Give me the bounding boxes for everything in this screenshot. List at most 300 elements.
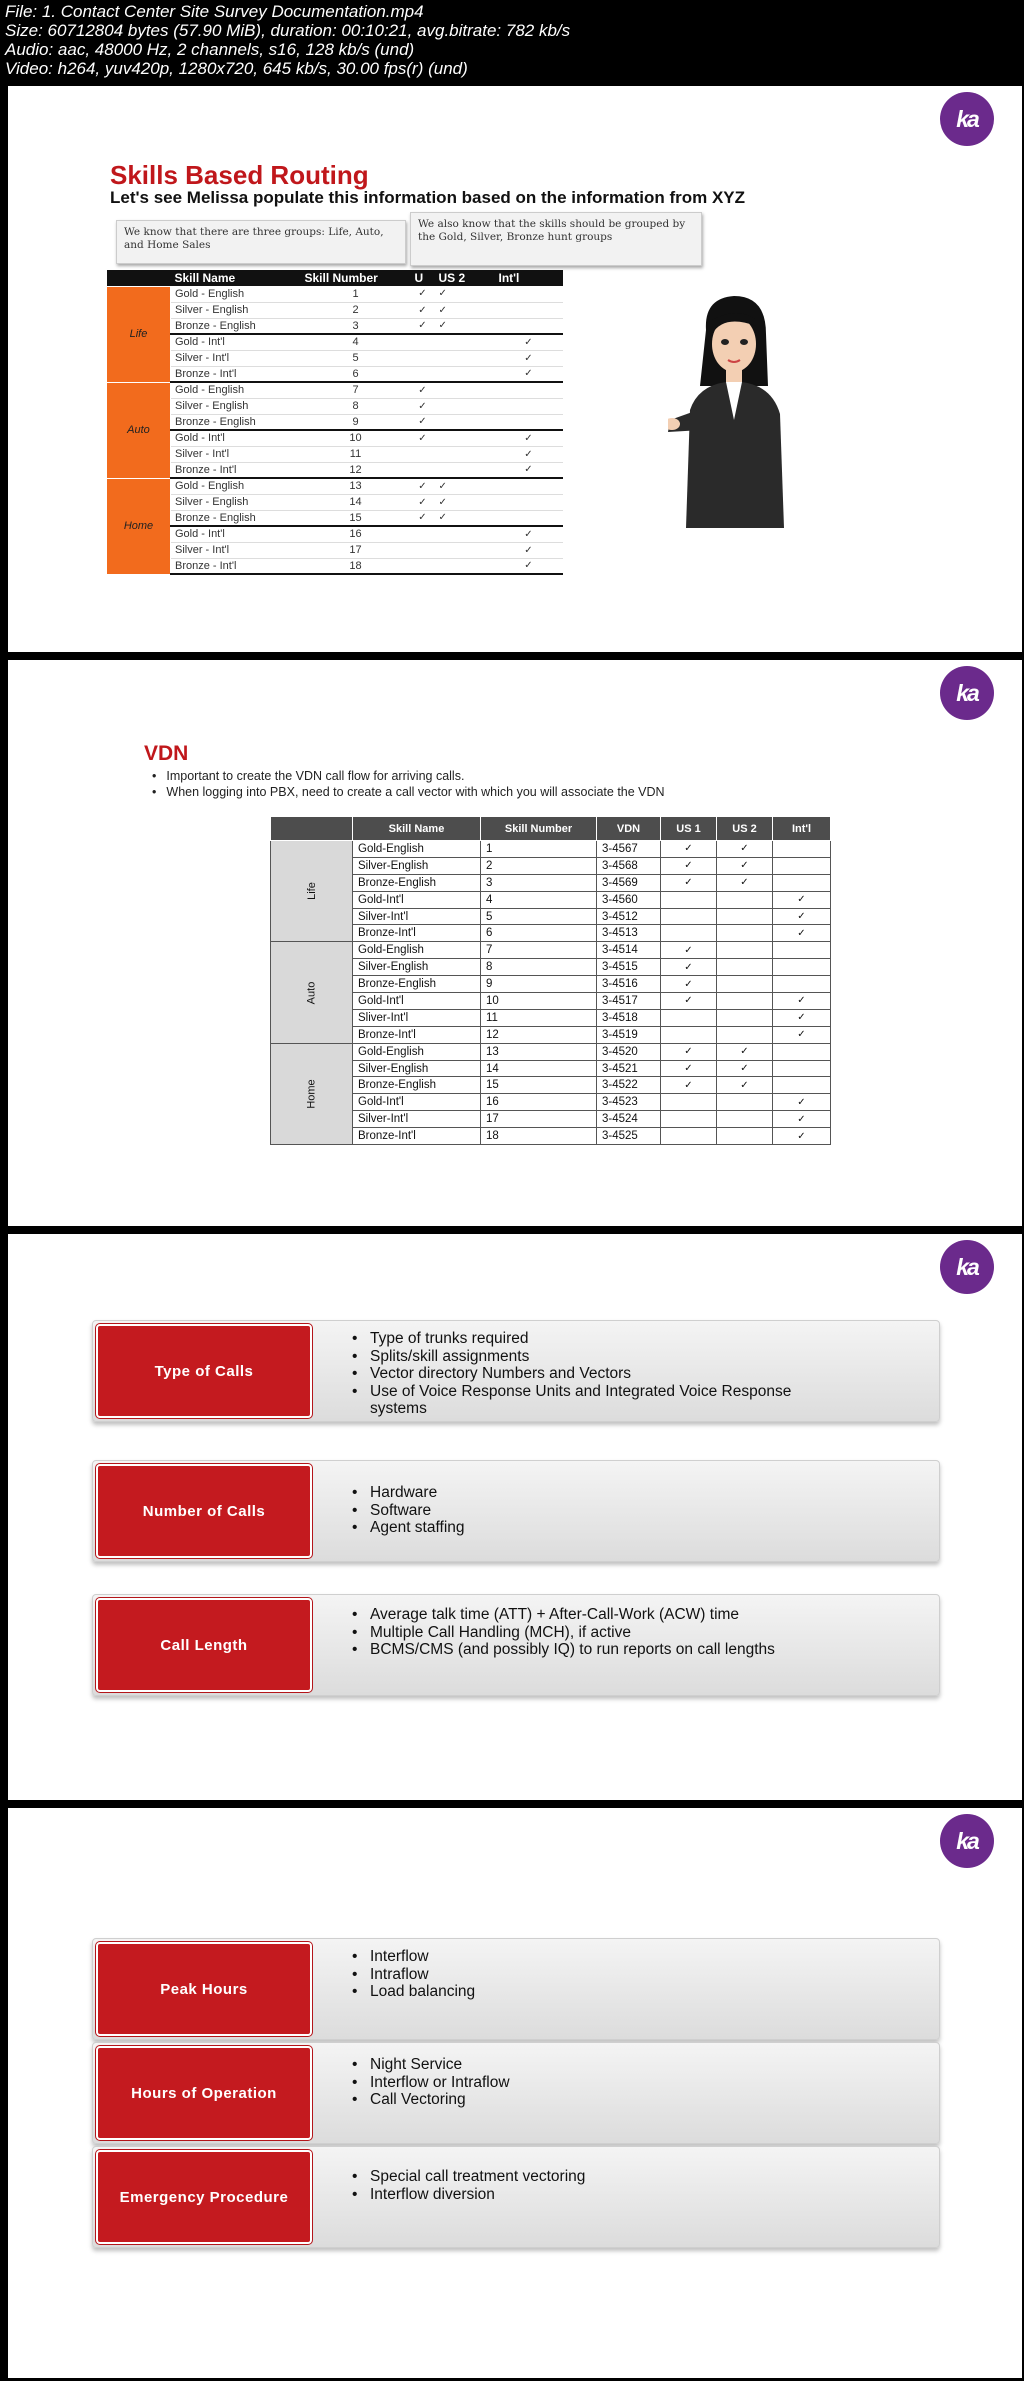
check-cell bbox=[495, 302, 563, 318]
column-header: Skill Number bbox=[301, 270, 411, 286]
table-row bbox=[107, 494, 563, 510]
table-row bbox=[271, 1009, 831, 1026]
bullet-item: • Special call treatment vectoring bbox=[350, 2168, 585, 2186]
group-cell bbox=[271, 942, 353, 1043]
check-cell: ✓ bbox=[661, 959, 717, 976]
group-label: Home bbox=[305, 1079, 318, 1109]
check-cell: ✓ bbox=[773, 1111, 831, 1128]
check-cell: ✓ bbox=[773, 1026, 831, 1043]
bullet-list bbox=[350, 1330, 840, 1418]
info-bar bbox=[92, 1460, 940, 1562]
skill-name: Silver-Int'l bbox=[353, 1111, 481, 1128]
skill-name: Bronze - Int'l bbox=[171, 462, 301, 478]
table-row bbox=[107, 462, 563, 478]
skill-name: Bronze - English bbox=[171, 510, 301, 526]
skill-number: 13 bbox=[481, 1043, 597, 1060]
skill-name: Gold - Int'l bbox=[171, 430, 301, 446]
slide-skills-based-routing bbox=[8, 86, 1022, 652]
skill-name: Gold-Int'l bbox=[353, 1094, 481, 1111]
bullet-item: • Software bbox=[350, 1502, 465, 1520]
column-header: US 2 bbox=[435, 270, 495, 286]
skill-number: 1 bbox=[301, 286, 411, 302]
group-label: Life bbox=[107, 286, 171, 382]
check-cell bbox=[495, 478, 563, 494]
column-header: Int'l bbox=[773, 817, 831, 841]
skill-number: 10 bbox=[301, 430, 411, 446]
table-row bbox=[271, 874, 831, 891]
check-cell bbox=[435, 350, 495, 366]
skill-number: 15 bbox=[301, 510, 411, 526]
check-cell bbox=[435, 462, 495, 478]
vdn-number: 3-4569 bbox=[597, 874, 661, 891]
bullet-item: • Call Vectoring bbox=[350, 2091, 510, 2109]
check-cell bbox=[411, 446, 435, 462]
bullet-list bbox=[350, 2056, 510, 2109]
skill-number: 1 bbox=[481, 841, 597, 858]
check-cell: ✓ bbox=[495, 350, 563, 366]
skill-number: 11 bbox=[301, 446, 411, 462]
table-row bbox=[271, 1060, 831, 1077]
info-bar bbox=[92, 2146, 940, 2248]
check-cell: ✓ bbox=[661, 857, 717, 874]
skill-name: Bronze - Int'l bbox=[171, 558, 301, 574]
skill-number: 14 bbox=[481, 1060, 597, 1077]
bullet-item: • Important to create the VDN call flow for arriving calls. bbox=[152, 768, 665, 784]
skill-name: Bronze-English bbox=[353, 1077, 481, 1094]
check-cell bbox=[773, 1043, 831, 1060]
logo: ka bbox=[940, 92, 994, 146]
check-cell bbox=[435, 366, 495, 382]
column-header bbox=[271, 817, 353, 841]
presenter-avatar-icon bbox=[668, 290, 798, 528]
check-cell: ✓ bbox=[773, 1128, 831, 1145]
check-cell: ✓ bbox=[411, 382, 435, 398]
check-cell: ✓ bbox=[495, 334, 563, 350]
skill-number: 8 bbox=[481, 959, 597, 976]
check-cell: ✓ bbox=[717, 841, 773, 858]
check-cell bbox=[435, 526, 495, 542]
check-cell: ✓ bbox=[661, 942, 717, 959]
skill-name: Silver-English bbox=[353, 1060, 481, 1077]
check-cell bbox=[773, 959, 831, 976]
check-cell: ✓ bbox=[495, 542, 563, 558]
table-row bbox=[271, 976, 831, 993]
check-cell bbox=[717, 1026, 773, 1043]
check-cell bbox=[495, 286, 563, 302]
check-cell bbox=[411, 558, 435, 574]
check-cell: ✓ bbox=[495, 366, 563, 382]
check-cell: ✓ bbox=[495, 526, 563, 542]
info-bar bbox=[92, 2042, 940, 2144]
skill-name: Silver - English bbox=[171, 398, 301, 414]
check-cell: ✓ bbox=[717, 874, 773, 891]
skill-name: Gold-Int'l bbox=[353, 993, 481, 1010]
column-header: U bbox=[411, 270, 435, 286]
vdn-number: 3-4517 bbox=[597, 993, 661, 1010]
bullet-list bbox=[350, 1606, 775, 1659]
check-cell: ✓ bbox=[495, 446, 563, 462]
check-cell: ✓ bbox=[411, 430, 435, 446]
info-bar bbox=[92, 1320, 940, 1422]
vdn-table bbox=[270, 816, 831, 1145]
file-info-line: File: 1. Contact Center Site Survey Documentation.mp4 bbox=[5, 2, 424, 21]
table-row bbox=[271, 993, 831, 1010]
check-cell: ✓ bbox=[717, 1043, 773, 1060]
check-cell bbox=[435, 430, 495, 446]
table-row bbox=[107, 478, 563, 494]
skill-name: Sliver-Int'l bbox=[353, 1009, 481, 1026]
slide-subtitle: Let's see Melissa populate this information based on the information from XYZ bbox=[110, 188, 746, 207]
check-cell: ✓ bbox=[661, 976, 717, 993]
column-header: Int'l bbox=[495, 270, 563, 286]
bar-label: Peak Hours bbox=[96, 1942, 312, 2036]
check-cell bbox=[661, 1009, 717, 1026]
check-cell bbox=[661, 891, 717, 908]
skill-number: 2 bbox=[481, 857, 597, 874]
file-info-line: Size: 60712804 bytes (57.90 MiB), duration: 00:10:21, avg.bitrate: 782 kb/s bbox=[5, 21, 571, 40]
check-cell: ✓ bbox=[435, 302, 495, 318]
bullet-list bbox=[350, 2168, 585, 2203]
bar-label: Hours of Operation bbox=[96, 2046, 312, 2140]
table-row bbox=[271, 959, 831, 976]
check-cell bbox=[495, 382, 563, 398]
check-cell bbox=[773, 976, 831, 993]
check-cell: ✓ bbox=[411, 318, 435, 334]
check-cell bbox=[495, 414, 563, 430]
column-header: VDN bbox=[597, 817, 661, 841]
bullet-item: • Vector directory Numbers and Vectors bbox=[350, 1365, 840, 1383]
skill-name: Gold-Int'l bbox=[353, 891, 481, 908]
check-cell: ✓ bbox=[661, 993, 717, 1010]
check-cell bbox=[661, 925, 717, 942]
check-cell: ✓ bbox=[411, 414, 435, 430]
skill-number: 5 bbox=[481, 908, 597, 925]
check-cell bbox=[435, 446, 495, 462]
check-cell bbox=[773, 1077, 831, 1094]
vdn-number: 3-4568 bbox=[597, 857, 661, 874]
check-cell bbox=[411, 350, 435, 366]
skill-number: 4 bbox=[481, 891, 597, 908]
check-cell: ✓ bbox=[773, 1094, 831, 1111]
column-header bbox=[107, 270, 171, 286]
check-cell: ✓ bbox=[661, 1060, 717, 1077]
slide-vdn bbox=[8, 660, 1022, 1226]
skill-number: 9 bbox=[301, 414, 411, 430]
check-cell: ✓ bbox=[495, 558, 563, 574]
check-cell bbox=[717, 1111, 773, 1128]
bullet-item: • When logging into PBX, need to create a call vector with which you will associate the VDN bbox=[152, 784, 665, 800]
skill-number: 7 bbox=[301, 382, 411, 398]
skill-number: 2 bbox=[301, 302, 411, 318]
skill-number: 18 bbox=[301, 558, 411, 574]
check-cell bbox=[717, 942, 773, 959]
group-label: Home bbox=[107, 478, 171, 574]
skill-number: 16 bbox=[301, 526, 411, 542]
check-cell bbox=[717, 959, 773, 976]
table-row bbox=[107, 414, 563, 430]
check-cell bbox=[717, 993, 773, 1010]
check-cell bbox=[773, 1060, 831, 1077]
check-cell bbox=[717, 976, 773, 993]
bullet-list bbox=[152, 768, 665, 800]
check-cell: ✓ bbox=[435, 286, 495, 302]
skill-number: 13 bbox=[301, 478, 411, 494]
vdn-number: 3-4516 bbox=[597, 976, 661, 993]
check-cell: ✓ bbox=[495, 430, 563, 446]
skill-number: 18 bbox=[481, 1128, 597, 1145]
check-cell bbox=[661, 1026, 717, 1043]
skill-number: 6 bbox=[301, 366, 411, 382]
bullet-item: • Splits/skill assignments bbox=[350, 1348, 840, 1366]
table-row bbox=[107, 302, 563, 318]
bar-label: Call Length bbox=[96, 1598, 312, 1692]
table-row bbox=[107, 510, 563, 526]
table-row bbox=[107, 366, 563, 382]
bullet-item: • Load balancing bbox=[350, 1983, 475, 2001]
vdn-number: 3-4519 bbox=[597, 1026, 661, 1043]
column-header: US 2 bbox=[717, 817, 773, 841]
bullet-item: • Night Service bbox=[350, 2056, 510, 2074]
vdn-number: 3-4514 bbox=[597, 942, 661, 959]
column-header: Skill Number bbox=[481, 817, 597, 841]
skill-name: Silver - Int'l bbox=[171, 446, 301, 462]
file-info-line: Video: h264, yuv420p, 1280x720, 645 kb/s, 30.00 fps(r) (und) bbox=[5, 59, 468, 78]
check-cell: ✓ bbox=[411, 478, 435, 494]
table-row bbox=[107, 382, 563, 398]
check-cell bbox=[717, 891, 773, 908]
check-cell: ✓ bbox=[773, 891, 831, 908]
skill-number: 12 bbox=[301, 462, 411, 478]
skill-number: 11 bbox=[481, 1009, 597, 1026]
callout-bubble: We also know that the skills should be grouped by the Gold, Silver, Bronze hunt groups bbox=[410, 212, 702, 266]
skill-number: 15 bbox=[481, 1077, 597, 1094]
skill-number: 3 bbox=[301, 318, 411, 334]
table-row bbox=[271, 1077, 831, 1094]
slide-title: VDN bbox=[144, 742, 189, 765]
column-header: US 1 bbox=[661, 817, 717, 841]
check-cell bbox=[435, 334, 495, 350]
table-row bbox=[271, 891, 831, 908]
vdn-number: 3-4512 bbox=[597, 908, 661, 925]
bullet-item: • Average talk time (ATT) + After-Call-Work (ACW) time bbox=[350, 1606, 775, 1624]
check-cell: ✓ bbox=[717, 857, 773, 874]
vdn-number: 3-4522 bbox=[597, 1077, 661, 1094]
check-cell: ✓ bbox=[773, 908, 831, 925]
info-bar bbox=[92, 1938, 940, 2040]
skill-number: 5 bbox=[301, 350, 411, 366]
table-row bbox=[271, 841, 831, 858]
skill-name: Gold - English bbox=[171, 478, 301, 494]
skill-number: 17 bbox=[301, 542, 411, 558]
table-row bbox=[107, 430, 563, 446]
skill-number: 8 bbox=[301, 398, 411, 414]
logo: ka bbox=[940, 666, 994, 720]
table-row bbox=[271, 1094, 831, 1111]
check-cell bbox=[773, 841, 831, 858]
check-cell: ✓ bbox=[435, 510, 495, 526]
check-cell bbox=[661, 908, 717, 925]
skill-number: 6 bbox=[481, 925, 597, 942]
skill-name: Bronze-Int'l bbox=[353, 1128, 481, 1145]
group-label: Life bbox=[305, 882, 318, 901]
bullet-item: • Type of trunks required bbox=[350, 1330, 840, 1348]
check-cell: ✓ bbox=[717, 1060, 773, 1077]
check-cell bbox=[495, 494, 563, 510]
check-cell bbox=[717, 1128, 773, 1145]
check-cell: ✓ bbox=[411, 302, 435, 318]
table-row bbox=[107, 446, 563, 462]
skill-number: 3 bbox=[481, 874, 597, 891]
skill-name: Silver - English bbox=[171, 302, 301, 318]
skill-number: 7 bbox=[481, 942, 597, 959]
vdn-number: 3-4518 bbox=[597, 1009, 661, 1026]
check-cell: ✓ bbox=[435, 478, 495, 494]
bar-label: Type of Calls bbox=[96, 1324, 312, 1418]
table-row bbox=[271, 942, 831, 959]
skills-table bbox=[106, 270, 563, 575]
table-row bbox=[107, 286, 563, 302]
check-cell bbox=[495, 398, 563, 414]
slide-operation-factors bbox=[8, 1808, 1022, 2378]
logo: ka bbox=[940, 1240, 994, 1294]
vdn-number: 3-4567 bbox=[597, 841, 661, 858]
table-row bbox=[107, 318, 563, 334]
file-info-header bbox=[5, 2, 1015, 78]
table-row bbox=[271, 1111, 831, 1128]
check-cell: ✓ bbox=[773, 993, 831, 1010]
table-row bbox=[107, 350, 563, 366]
table-row bbox=[271, 857, 831, 874]
bullet-item: • Hardware bbox=[350, 1484, 465, 1502]
table-row bbox=[107, 558, 563, 574]
check-cell bbox=[411, 366, 435, 382]
check-cell: ✓ bbox=[411, 398, 435, 414]
slide-call-factors bbox=[8, 1234, 1022, 1800]
table-row bbox=[271, 908, 831, 925]
skill-name: Silver-Int'l bbox=[353, 908, 481, 925]
skill-name: Bronze - English bbox=[171, 318, 301, 334]
check-cell: ✓ bbox=[773, 1009, 831, 1026]
check-cell bbox=[411, 334, 435, 350]
check-cell bbox=[495, 510, 563, 526]
skill-name: Gold - English bbox=[171, 286, 301, 302]
skill-number: 14 bbox=[301, 494, 411, 510]
check-cell: ✓ bbox=[495, 462, 563, 478]
bullet-item: • Agent staffing bbox=[350, 1519, 465, 1537]
callout-bubble: We know that there are three groups: Life, Auto, and Home Sales bbox=[116, 220, 406, 264]
skill-name: Gold - Int'l bbox=[171, 334, 301, 350]
check-cell: ✓ bbox=[661, 874, 717, 891]
table-row bbox=[271, 1043, 831, 1060]
logo: ka bbox=[940, 1814, 994, 1868]
skill-number: 9 bbox=[481, 976, 597, 993]
vdn-number: 3-4560 bbox=[597, 891, 661, 908]
check-cell: ✓ bbox=[661, 1043, 717, 1060]
check-cell bbox=[435, 414, 495, 430]
table-row bbox=[271, 1026, 831, 1043]
skill-name: Bronze-English bbox=[353, 874, 481, 891]
check-cell: ✓ bbox=[411, 494, 435, 510]
vdn-number: 3-4523 bbox=[597, 1094, 661, 1111]
check-cell: ✓ bbox=[661, 1077, 717, 1094]
table-row bbox=[271, 1128, 831, 1145]
group-label: Auto bbox=[305, 981, 318, 1004]
table-row bbox=[107, 398, 563, 414]
skill-name: Silver - Int'l bbox=[171, 350, 301, 366]
column-header: Skill Name bbox=[353, 817, 481, 841]
skill-number: 4 bbox=[301, 334, 411, 350]
table-row bbox=[107, 526, 563, 542]
skill-name: Bronze-English bbox=[353, 976, 481, 993]
check-cell bbox=[411, 462, 435, 478]
table-row bbox=[107, 334, 563, 350]
check-cell bbox=[661, 1111, 717, 1128]
bullet-item: • Interflow diversion bbox=[350, 2186, 585, 2204]
bar-label: Emergency Procedure bbox=[96, 2150, 312, 2244]
skill-name: Silver-English bbox=[353, 857, 481, 874]
skill-name: Gold-English bbox=[353, 942, 481, 959]
check-cell bbox=[661, 1128, 717, 1145]
check-cell bbox=[773, 857, 831, 874]
vdn-number: 3-4521 bbox=[597, 1060, 661, 1077]
table-row bbox=[271, 925, 831, 942]
check-cell bbox=[411, 542, 435, 558]
table-row bbox=[107, 542, 563, 558]
vdn-number: 3-4525 bbox=[597, 1128, 661, 1145]
bullet-item: • BCMS/CMS (and possibly IQ) to run reports on call lengths bbox=[350, 1641, 775, 1659]
check-cell: ✓ bbox=[411, 286, 435, 302]
check-cell bbox=[411, 526, 435, 542]
skill-name: Gold-English bbox=[353, 841, 481, 858]
skill-name: Bronze-Int'l bbox=[353, 925, 481, 942]
bullet-list bbox=[350, 1484, 465, 1537]
info-bar bbox=[92, 1594, 940, 1696]
column-header: Skill Name bbox=[171, 270, 301, 286]
check-cell bbox=[435, 542, 495, 558]
vdn-number: 3-4515 bbox=[597, 959, 661, 976]
check-cell bbox=[435, 558, 495, 574]
check-cell bbox=[495, 318, 563, 334]
bullet-item: • Interflow bbox=[350, 1948, 475, 1966]
check-cell bbox=[773, 874, 831, 891]
skill-number: 12 bbox=[481, 1026, 597, 1043]
check-cell: ✓ bbox=[661, 841, 717, 858]
skill-name: Bronze-Int'l bbox=[353, 1026, 481, 1043]
skill-number: 17 bbox=[481, 1111, 597, 1128]
check-cell bbox=[717, 1009, 773, 1026]
bullet-item: • Multiple Call Handling (MCH), if active bbox=[350, 1624, 775, 1642]
check-cell: ✓ bbox=[411, 510, 435, 526]
bar-label: Number of Calls bbox=[96, 1464, 312, 1558]
slide-title: Skills Based Routing bbox=[110, 160, 369, 190]
bullet-item: • Intraflow bbox=[350, 1966, 475, 1984]
skill-name: Bronze - Int'l bbox=[171, 366, 301, 382]
check-cell bbox=[717, 1094, 773, 1111]
group-label: Auto bbox=[107, 382, 171, 478]
skill-name: Gold-English bbox=[353, 1043, 481, 1060]
skill-number: 10 bbox=[481, 993, 597, 1010]
group-cell bbox=[271, 841, 353, 942]
check-cell: ✓ bbox=[435, 494, 495, 510]
skill-number: 16 bbox=[481, 1094, 597, 1111]
skill-name: Silver - Int'l bbox=[171, 542, 301, 558]
bullet-item: • Use of Voice Response Units and Integrated Voice Response systems bbox=[350, 1383, 840, 1418]
skill-name: Gold - English bbox=[171, 382, 301, 398]
vdn-number: 3-4520 bbox=[597, 1043, 661, 1060]
vdn-number: 3-4513 bbox=[597, 925, 661, 942]
check-cell bbox=[435, 398, 495, 414]
check-cell bbox=[717, 908, 773, 925]
